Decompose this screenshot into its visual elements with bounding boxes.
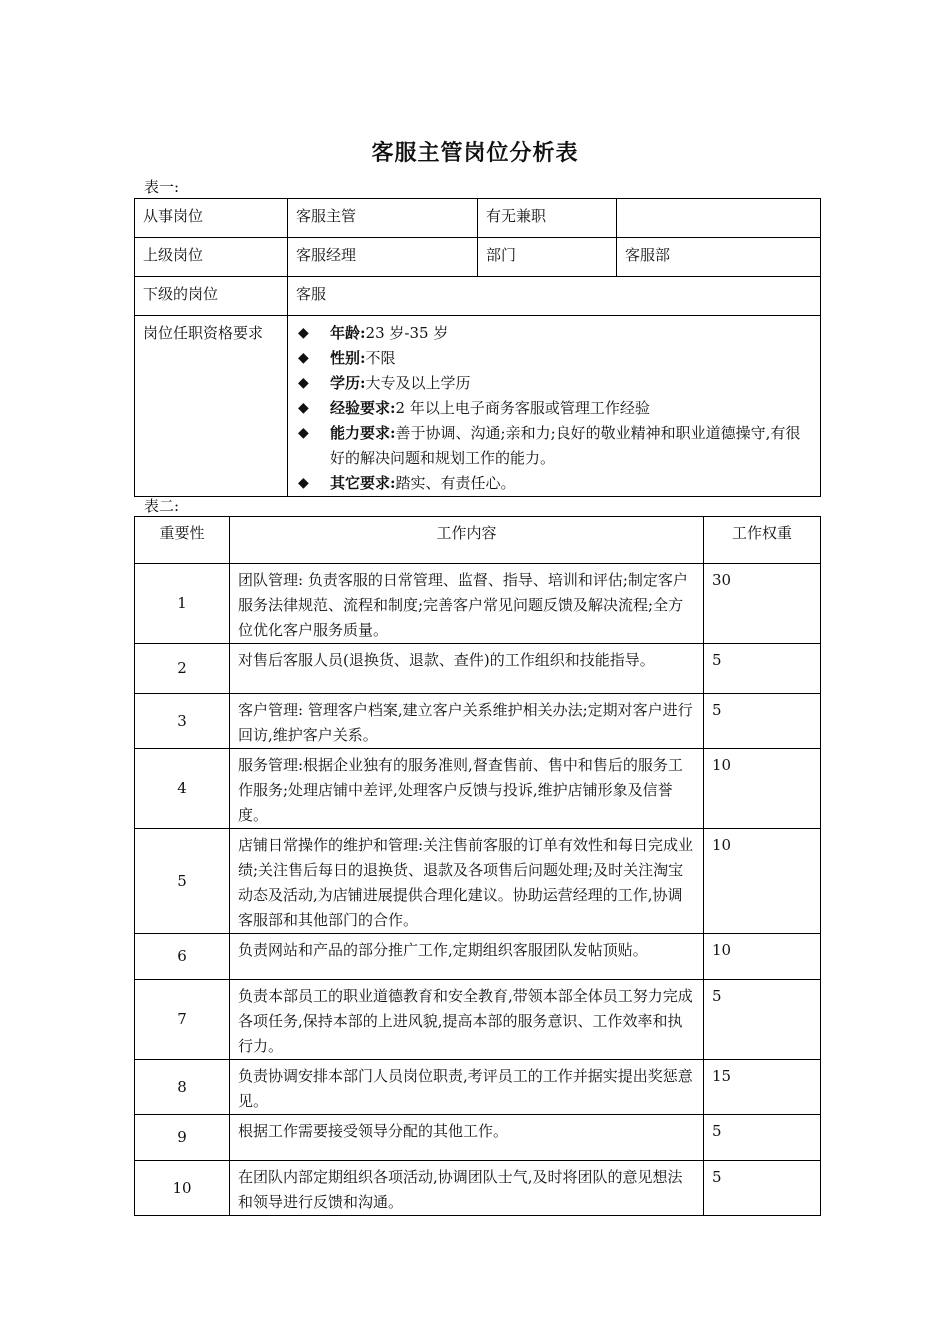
row-number: 5	[135, 829, 230, 934]
requirement-text: 踏实、有责任心。	[395, 474, 516, 492]
row-number: 10	[135, 1161, 230, 1216]
row-content: 负责本部员工的职业道德教育和安全教育,带领本部全体员工努力完成各项任务,保持本部的上进风貌,提高本部的服务意识、工作效率和执行力。	[230, 980, 704, 1060]
column-header-content: 工作内容	[230, 517, 704, 564]
table-row	[135, 980, 821, 1060]
column-header-weight: 工作权重	[704, 517, 821, 564]
row-weight: 15	[704, 1060, 821, 1115]
requirement-item	[296, 321, 812, 346]
requirement-item	[296, 371, 812, 396]
table-row	[135, 1161, 821, 1216]
cell-label: 有无兼职	[478, 199, 617, 238]
row-weight: 5	[704, 1115, 821, 1161]
row-weight: 5	[704, 644, 821, 694]
table-row	[135, 749, 821, 829]
row-weight: 30	[704, 564, 821, 644]
row-content: 团队管理: 负责客服的日常管理、监督、指导、培训和评估;制定客户服务法律规范、流程和制度;完善客户常见问题反馈及解决流程;全方位优化客户服务质量。	[230, 564, 704, 644]
cell-value: 客服经理	[288, 238, 478, 277]
diamond-bullet-icon: ◆	[298, 325, 309, 341]
requirement-label: 经验要求:	[330, 399, 396, 417]
requirement-item	[296, 346, 812, 371]
table-row	[135, 644, 821, 694]
cell-value	[617, 199, 821, 238]
cell-label: 上级岗位	[135, 238, 288, 277]
cell-value: 客服主管	[288, 199, 478, 238]
requirement-label: 能力要求:	[330, 424, 396, 442]
row-content: 负责协调安排本部门人员岗位职责,考评员工的工作并据实提出奖惩意见。	[230, 1060, 704, 1115]
cell-label: 部门	[478, 238, 617, 277]
row-number: 4	[135, 749, 230, 829]
table-row	[135, 238, 821, 277]
row-weight: 5	[704, 980, 821, 1060]
row-content: 负责网站和产品的部分推广工作,定期组织客服团队发帖顶贴。	[230, 934, 704, 980]
diamond-bullet-icon: ◆	[298, 475, 309, 491]
requirement-text: 不限	[365, 349, 396, 367]
table-row	[135, 316, 821, 497]
row-content: 店铺日常操作的维护和管理:关注售前客服的订单有效性和每日完成业绩;关注售后每日的退换货、退款及各项售后问题处理;及时关注淘宝动态及活动,为店铺进展提供合理化建议。协助运营经理的工作,协调客服部和其他部门的合作。	[230, 829, 704, 934]
row-weight: 5	[704, 1161, 821, 1216]
diamond-bullet-icon: ◆	[298, 375, 309, 391]
row-weight: 10	[704, 934, 821, 980]
cell-label: 从事岗位	[135, 199, 288, 238]
cell-label: 岗位任职资格要求	[135, 316, 288, 497]
row-content: 客户管理: 管理客户档案,建立客户关系维护相关办法;定期对客户进行回访,维护客户关系。	[230, 694, 704, 749]
requirement-text: 2 年以上电子商务客服或管理工作经验	[395, 399, 650, 417]
table-row	[135, 1060, 821, 1115]
table2-caption: 表二:	[144, 497, 180, 515]
row-weight: 10	[704, 829, 821, 934]
row-weight: 5	[704, 694, 821, 749]
row-number: 7	[135, 980, 230, 1060]
table1-caption: 表一:	[144, 178, 180, 196]
cell-label: 下级的岗位	[135, 277, 288, 316]
requirements-cell	[288, 316, 821, 497]
requirement-text: 大专及以上学历	[365, 374, 471, 392]
duties-table	[134, 516, 821, 1216]
requirement-text: 23 岁-35 岁	[365, 324, 449, 342]
table-row	[135, 934, 821, 980]
row-content: 根据工作需要接受领导分配的其他工作。	[230, 1115, 704, 1161]
requirement-label: 年龄:	[330, 324, 366, 342]
cell-value: 客服部	[617, 238, 821, 277]
table-header-row	[135, 517, 821, 564]
requirement-item	[296, 396, 812, 421]
requirement-label: 学历:	[330, 374, 366, 392]
table-row	[135, 694, 821, 749]
row-weight: 10	[704, 749, 821, 829]
table-row	[135, 277, 821, 316]
requirement-item	[296, 471, 812, 496]
table-row	[135, 199, 821, 238]
requirement-label: 其它要求:	[330, 474, 396, 492]
row-number: 1	[135, 564, 230, 644]
table-row	[135, 564, 821, 644]
row-number: 8	[135, 1060, 230, 1115]
column-header-importance: 重要性	[135, 517, 230, 564]
row-content: 对售后客服人员(退换货、退款、查件)的工作组织和技能指导。	[230, 644, 704, 694]
row-number: 9	[135, 1115, 230, 1161]
row-content: 服务管理:根据企业独有的服务准则,督查售前、售中和售后的服务工作服务;处理店铺中差评,处理客户反馈与投诉,维护店铺形象及信誉度。	[230, 749, 704, 829]
row-number: 3	[135, 694, 230, 749]
requirement-label: 性别:	[330, 349, 366, 367]
row-number: 6	[135, 934, 230, 980]
diamond-bullet-icon: ◆	[298, 400, 309, 416]
requirements-list	[296, 321, 812, 496]
cell-value: 客服	[288, 277, 821, 316]
requirement-item	[296, 421, 812, 471]
page-title: 客服主管岗位分析表	[371, 140, 579, 166]
row-number: 2	[135, 644, 230, 694]
requirement-text: 善于协调、沟通;亲和力;良好的敬业精神和职业道德操守,有很好的解决问题和规划工作的能力。	[330, 424, 801, 467]
table-row	[135, 1115, 821, 1161]
position-info-table	[134, 198, 821, 497]
table-row	[135, 829, 821, 934]
row-content: 在团队内部定期组织各项活动,协调团队士气,及时将团队的意见想法和领导进行反馈和沟通。	[230, 1161, 704, 1216]
diamond-bullet-icon: ◆	[298, 350, 309, 366]
diamond-bullet-icon: ◆	[298, 425, 309, 441]
